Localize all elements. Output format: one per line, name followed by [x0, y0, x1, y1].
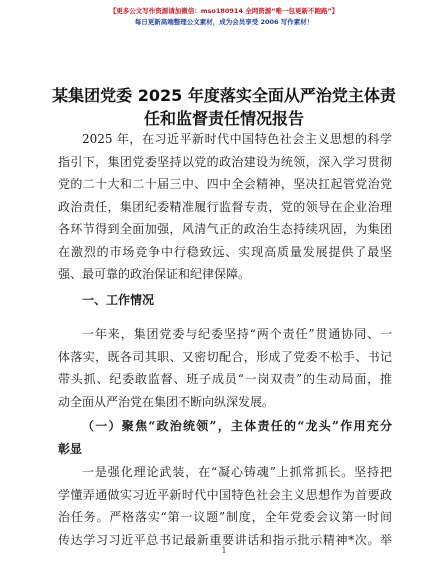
text-line: 强、最可靠的政治保证和纪律保障。 [58, 267, 251, 281]
promo-banner-top: 【更多公文写作资源请加微信：mso180914 全网资源“唯一包更新不跑路”】 [109, 7, 339, 15]
text-line: （一）聚焦“政治统领”，主体责任的“龙头”作用充分 [82, 419, 392, 433]
title-line: 任和监督责任情况报告 [143, 109, 304, 128]
page-number: 1 [221, 546, 227, 555]
text-line: 带头抓、纪委敢监督、班子成员“一岗双责”的生动局面，推 [58, 372, 392, 386]
work-overview-paragraph [58, 323, 392, 413]
section-heading [58, 289, 392, 312]
intro-paragraph [58, 128, 392, 286]
theory-paragraph [58, 461, 392, 551]
text-line: 在激烈的市场竞争中行稳致远、实现高质量发展提供了最坚 [58, 244, 392, 259]
text-line: 2025 年，在习近平新时代中国特色社会主义思想的科学 [82, 132, 392, 146]
text-line: 政治责任，集团纪委精准履行监督专责，党的领导在企业治理 [58, 199, 392, 214]
text-line: 各环节得到全面加强，风清气正的政治生态持续巩固，为集团 [58, 222, 392, 236]
text-line: 动全面从严治党在集团不断向纵深发展。 [58, 394, 275, 409]
text-line: 彰显 [58, 441, 83, 456]
text-line: 传达学习习近平总书记最新重要讲话和指示批示精神*次。举 [58, 532, 392, 547]
subsection-heading [58, 415, 392, 460]
text-line: 一是强化理论武装，在“凝心铸魂”上抓常抓长。坚持把 [82, 465, 392, 479]
text-line: 指引下，集团党委坚持以党的政治建设为统领，深入学习贯彻 [58, 154, 392, 169]
section-heading-text: 一、工作情况 [82, 293, 155, 307]
text-line: 学懂弄通做实习近平新时代中国特色社会主义思想作为首要政 [58, 487, 392, 502]
text-line: 体落实，既各司其职、又密切配合，形成了党委不松手、书记 [58, 349, 392, 364]
text-line: 一年来，集团党委与纪委坚持“两个责任”贯通协同、一 [82, 327, 392, 341]
title-line: 某集团党委 2025 年度落实全面从严治党主体责 [52, 86, 396, 105]
promo-banner-sub: 每日更新高端整理公文素材，成为会员享受 2006 写作素材！ [134, 18, 314, 26]
document-title [40, 84, 408, 130]
text-line: 党的二十大和二十届三中、四中全会精神，坚决扛起管党治党 [58, 177, 392, 191]
text-line: 治任务。严格落实“第一议题”制度，全年党委会议第一时间 [58, 510, 392, 524]
